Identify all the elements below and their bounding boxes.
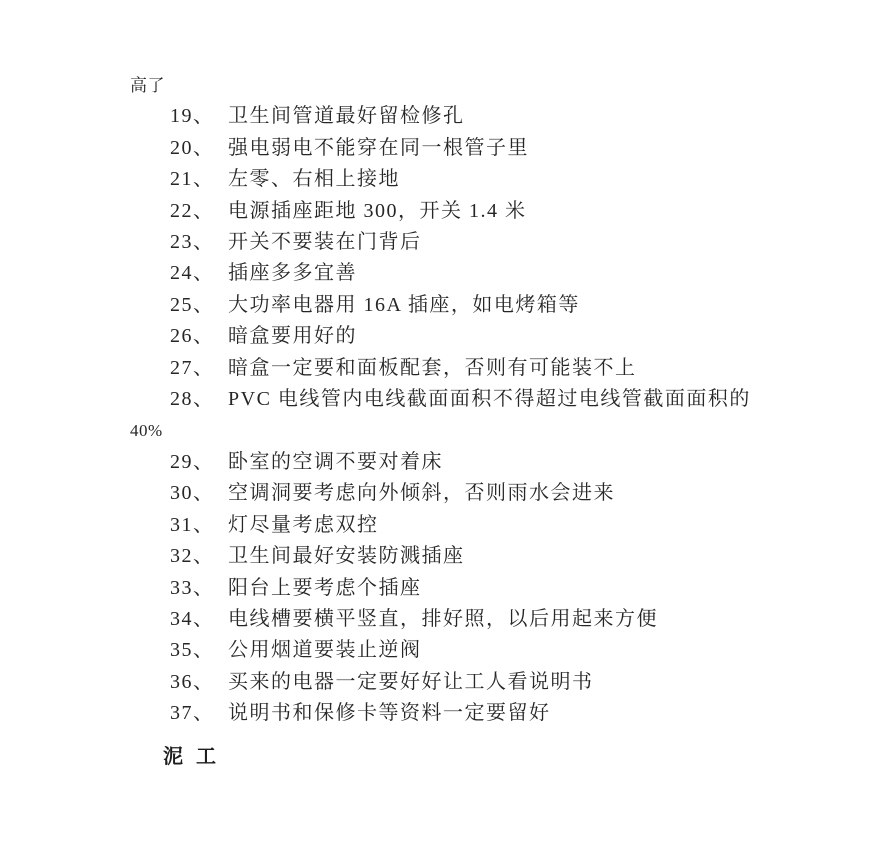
list-item-number: 24、 bbox=[170, 262, 215, 285]
list-item-text: PVC 电线管内电线截面面积不得超过电线管截面面积的 bbox=[228, 388, 751, 411]
list-item-text: 暗盒要用好的 bbox=[228, 325, 357, 348]
list-item bbox=[130, 196, 730, 227]
list-item-number: 36、 bbox=[170, 670, 215, 693]
list-item bbox=[130, 667, 730, 698]
list-item-text: 左零、右相上接地 bbox=[228, 168, 400, 191]
list-item bbox=[130, 604, 730, 635]
list-item-text: 暗盒一定要和面板配套，否则有可能装不上 bbox=[228, 356, 637, 379]
list-item-number: 28、 bbox=[170, 388, 215, 411]
list-item-number: 26、 bbox=[170, 325, 215, 348]
list-item bbox=[130, 698, 730, 729]
list-item-text: 卫生间最好安装防溅插座 bbox=[228, 545, 465, 568]
list-item bbox=[130, 541, 730, 572]
list-item-text: 强电弱电不能穿在同一根管子里 bbox=[228, 136, 529, 159]
list-item-number: 27、 bbox=[170, 356, 215, 379]
list-item-text: 插座多多宜善 bbox=[228, 262, 357, 285]
list-item bbox=[130, 573, 730, 604]
list-item-number: 31、 bbox=[170, 513, 215, 536]
list-item bbox=[130, 164, 730, 195]
list-item-number: 33、 bbox=[170, 576, 215, 599]
list-item bbox=[130, 353, 730, 384]
list-item bbox=[130, 101, 730, 132]
numbered-list bbox=[130, 101, 751, 729]
list-item-text: 公用烟道要装止逆阀 bbox=[228, 639, 422, 662]
list-item bbox=[130, 290, 730, 321]
section-heading: 泥 工 bbox=[163, 745, 217, 768]
list-item bbox=[130, 258, 730, 289]
paragraph-continuation: 高了 bbox=[130, 76, 165, 95]
list-item-wrap-line: 40% bbox=[130, 421, 163, 441]
list-item-number: 25、 bbox=[170, 293, 215, 316]
list-item-number: 34、 bbox=[170, 607, 215, 630]
list-item-text: 卫生间管道最好留检修孔 bbox=[228, 105, 465, 128]
list-item bbox=[130, 635, 730, 666]
list-item bbox=[130, 133, 730, 164]
list-item-text: 卧室的空调不要对着床 bbox=[228, 450, 443, 473]
list-item-text: 说明书和保修卡等资料一定要留好 bbox=[228, 702, 551, 725]
list-item-number: 22、 bbox=[170, 199, 215, 222]
list-item-number: 21、 bbox=[170, 168, 215, 191]
list-item-number: 29、 bbox=[170, 450, 215, 473]
list-item-number: 37、 bbox=[170, 702, 215, 725]
list-item bbox=[130, 321, 730, 352]
list-item-text: 电源插座距地 300，开关 1.4 米 bbox=[228, 199, 527, 222]
list-item-text: 开关不要装在门背后 bbox=[228, 231, 422, 254]
list-item-number: 23、 bbox=[170, 231, 215, 254]
list-item-number: 35、 bbox=[170, 639, 215, 662]
list-item-number: 30、 bbox=[170, 482, 215, 505]
list-item bbox=[130, 447, 730, 478]
list-item bbox=[130, 510, 730, 541]
list-item-text: 买来的电器一定要好好让工人看说明书 bbox=[228, 670, 594, 693]
list-item-text: 空调洞要考虑向外倾斜，否则雨水会进来 bbox=[228, 482, 615, 505]
list-item bbox=[130, 227, 730, 258]
list-item bbox=[130, 478, 730, 509]
list-item-text: 电线槽要横平竖直，排好照，以后用起来方便 bbox=[228, 607, 658, 630]
list-item-number: 20、 bbox=[170, 136, 215, 159]
list-item-text: 灯尽量考虑双控 bbox=[228, 513, 379, 536]
list-item-text: 阳台上要考虑个插座 bbox=[228, 576, 422, 599]
list-item bbox=[130, 384, 751, 415]
list-item-number: 32、 bbox=[170, 545, 215, 568]
list-item-text: 大功率电器用 16A 插座，如电烤箱等 bbox=[228, 293, 580, 316]
list-item-number: 19、 bbox=[170, 105, 215, 128]
